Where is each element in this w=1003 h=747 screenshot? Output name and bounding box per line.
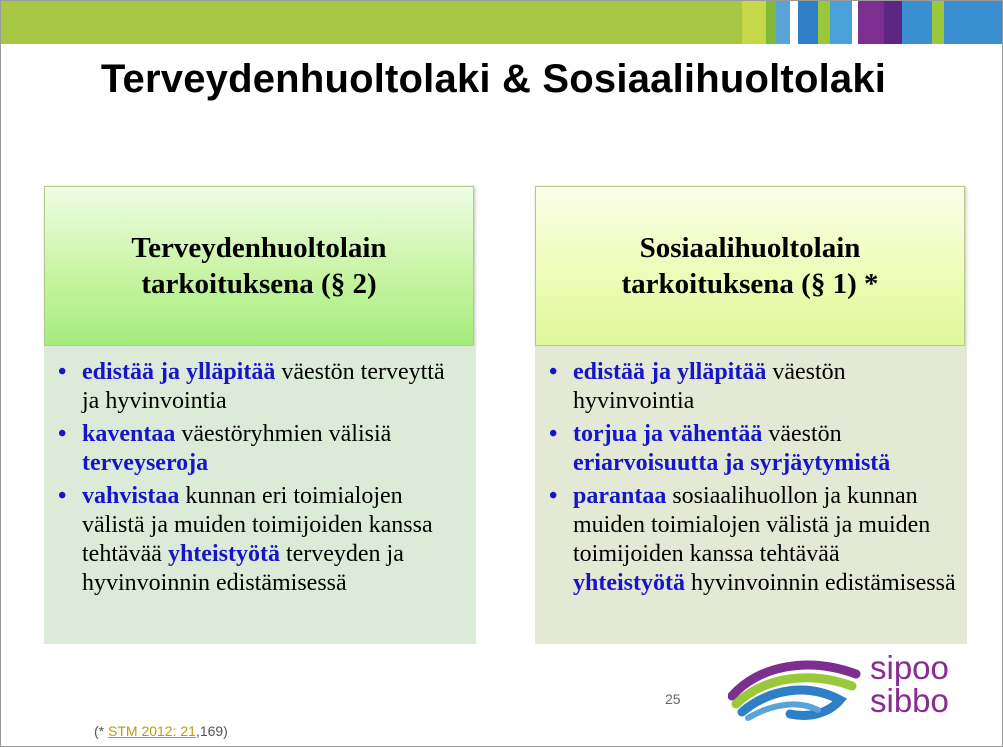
sipoo-sibbo-logo: [728, 651, 978, 731]
list-item: • edistää ja ylläpitää väestön hyvinvointia: [549, 359, 846, 414]
right-bullet-list: [549, 358, 957, 598]
footnote-link[interactable]: STM 2012: 21: [108, 723, 196, 739]
right-column-header: [535, 186, 965, 346]
sipoo-wave-logo-icon: [728, 656, 863, 724]
left-bullet-list: [58, 358, 466, 598]
bullet-icon: •: [549, 421, 558, 447]
logo-line1: sipoo: [870, 649, 949, 686]
right-header-line1: Sosiaalihuoltolain: [639, 232, 861, 264]
left-header-line2: tarkoituksena (§ 2): [141, 268, 377, 300]
footnote: (* STM 2012: 21,169): [94, 723, 228, 739]
logo-line2: sibbo: [870, 682, 949, 719]
list-item: • vahvistaa kunnan eri toimialojen välistä ja muiden toimijoiden kanssa tehtävää yhteistyötä terveyden ja hyvinvoinnin edistämisessä: [58, 483, 433, 596]
top-color-band: [1, 1, 1002, 44]
list-item: • kaventaa väestöryhmien välisiä terveyseroja: [58, 421, 392, 476]
logo-text: [870, 651, 949, 717]
bullet-icon: •: [549, 359, 558, 385]
page-number: 25: [665, 691, 681, 707]
bullet-icon: •: [549, 483, 558, 509]
bullet-icon: •: [58, 483, 67, 509]
slide-title: Terveydenhuoltolaki & Sosiaalihuoltolaki: [100, 57, 887, 101]
left-column-header: [44, 186, 474, 346]
bullet-icon: •: [58, 359, 67, 385]
top-color-stripes: [742, 1, 1002, 44]
left-header-line1: Terveydenhuoltolain: [131, 232, 387, 264]
list-item: • parantaa sosiaalihuollon ja kunnan muiden toimialojen välistä ja muiden toimijoiden kanssa tehtävää yhteistyötä hyvinvoinnin edistämisessä: [549, 483, 956, 596]
bullet-icon: •: [58, 421, 67, 447]
right-column-body: [535, 346, 967, 644]
left-column-body: [44, 346, 476, 644]
right-header-line2: tarkoituksena (§ 1) *: [621, 268, 879, 300]
list-item: • torjua ja vähentää väestön eriarvoisuutta ja syrjäytymistä: [549, 421, 891, 476]
list-item: • edistää ja ylläpitää väestön terveyttä ja hyvinvointia: [58, 359, 445, 414]
